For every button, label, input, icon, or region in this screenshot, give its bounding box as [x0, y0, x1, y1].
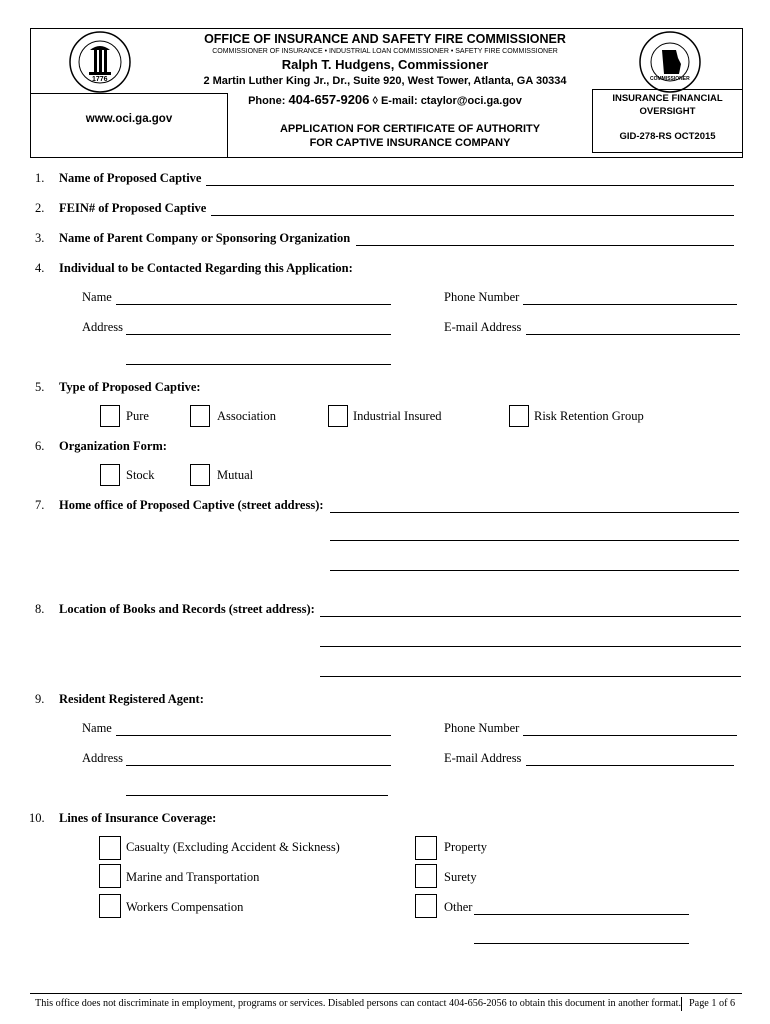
q4-address-label: Address: [82, 320, 123, 334]
q5-industrial-insured-checkbox[interactable]: [328, 405, 348, 427]
q9-name-label: Name: [82, 721, 112, 735]
q4-phone-input[interactable]: [523, 304, 737, 305]
q4-phone-label: Phone Number: [444, 290, 520, 304]
q10-number: 10.: [29, 811, 45, 825]
q10-other-input-2[interactable]: [474, 943, 689, 944]
q6-mutual-label: Mutual: [217, 468, 254, 482]
q7-label: Home office of Proposed Captive (street address):: [59, 498, 324, 512]
q6-label: Organization Form:: [59, 439, 167, 453]
q4-label: Individual to be Contacted Regarding this Application:: [59, 261, 353, 275]
q5-risk-retention-checkbox[interactable]: [509, 405, 529, 427]
seal-right-bottom: COMMISSIONER: [650, 76, 690, 82]
q10-other-checkbox[interactable]: [415, 894, 437, 918]
q6-mutual-checkbox[interactable]: [190, 464, 210, 486]
q8-label: Location of Books and Records (street address):: [59, 602, 315, 616]
q8-input-line-2[interactable]: [320, 646, 741, 647]
q10-casualty-label: Casualty (Excluding Accident & Sickness): [126, 840, 340, 854]
q9-email-input[interactable]: [526, 765, 734, 766]
footer-separator: [681, 997, 682, 1011]
seal-left-year: 1776: [92, 76, 108, 83]
office-subtitle: COMMISSIONER OF INSURANCE • INDUSTRIAL LOAN COMMISSIONER • SAFETY FIRE COMMISSIONER: [212, 48, 558, 55]
q4-address-input[interactable]: [126, 334, 391, 335]
email-text: ◊ E-mail: ctaylor@oci.ga.gov: [372, 95, 522, 107]
q10-property-label: Property: [444, 840, 488, 854]
q2-number: 2.: [35, 201, 45, 215]
q4-name-label: Name: [82, 290, 112, 304]
q9-label: Resident Registered Agent:: [59, 692, 204, 706]
q4-email-label: E-mail Address: [444, 320, 522, 334]
q9-name-input[interactable]: [116, 735, 391, 736]
q9-email-label: E-mail Address: [444, 751, 522, 765]
q5-association-checkbox[interactable]: [190, 405, 210, 427]
q8-input-line-1[interactable]: [320, 616, 741, 617]
q6-number: 6.: [35, 439, 45, 453]
q10-other-label: Other: [444, 900, 473, 914]
q8-number: 8.: [35, 602, 45, 616]
phone-label: Phone:: [248, 95, 286, 107]
website-link[interactable]: www.oci.ga.gov: [85, 113, 173, 125]
q9-address-input-2[interactable]: [126, 795, 388, 796]
q5-pure-label: Pure: [126, 409, 149, 423]
commissioner-name: Ralph T. Hudgens, Commissioner: [281, 57, 489, 72]
q9-phone-label: Phone Number: [444, 721, 520, 735]
q7-input-line-2[interactable]: [330, 540, 739, 541]
footer-notice: This office does not discriminate in employment, programs or services. Disabled persons can contact 404-656-2056 to obtain this document in another format.: [35, 998, 681, 1009]
q10-workers-comp-label: Workers Compensation: [126, 900, 244, 914]
q10-property-checkbox[interactable]: [415, 836, 437, 860]
q1-label: Name of Proposed Captive: [59, 171, 202, 185]
q3-number: 3.: [35, 231, 45, 245]
q10-marine-checkbox[interactable]: [99, 864, 121, 888]
q4-name-input[interactable]: [116, 304, 391, 305]
q2-label: FEIN# of Proposed Captive: [59, 201, 207, 215]
q9-address-input[interactable]: [126, 765, 391, 766]
office-title: OFFICE OF INSURANCE AND SAFETY FIRE COMMISSIONER: [204, 32, 566, 46]
website-box: [30, 93, 228, 158]
division-line-2: OVERSIGHT: [639, 106, 696, 117]
q1-input-line[interactable]: [206, 185, 734, 186]
q10-other-input-1[interactable]: [474, 914, 689, 915]
q10-marine-label: Marine and Transportation: [126, 870, 260, 884]
q4-number: 4.: [35, 261, 45, 275]
q10-label: Lines of Insurance Coverage:: [59, 811, 217, 825]
q6-stock-checkbox[interactable]: [100, 464, 120, 486]
page-number: Page 1 of 6: [689, 998, 736, 1009]
q5-industrial-insured-label: Industrial Insured: [353, 409, 442, 423]
q3-label: Name of Parent Company or Sponsoring Organization: [59, 231, 351, 245]
q6-stock-label: Stock: [126, 468, 155, 482]
q5-number: 5.: [35, 380, 45, 394]
division-line-1: INSURANCE FINANCIAL: [612, 93, 723, 104]
q5-label: Type of Proposed Captive:: [59, 380, 201, 394]
q10-casualty-checkbox[interactable]: [99, 836, 121, 860]
q4-email-input[interactable]: [526, 334, 740, 335]
q9-phone-input[interactable]: [523, 735, 737, 736]
q7-input-line-3[interactable]: [330, 570, 739, 571]
q10-surety-checkbox[interactable]: [415, 864, 437, 888]
q10-workers-comp-checkbox[interactable]: [99, 894, 121, 918]
q4-address-input-2[interactable]: [126, 364, 391, 365]
form-id: GID-278-RS OCT2015: [619, 131, 716, 142]
q7-input-line-1[interactable]: [330, 512, 739, 513]
q5-risk-retention-label: Risk Retention Group: [534, 409, 644, 423]
q3-input-line[interactable]: [356, 245, 734, 246]
office-address: 2 Martin Luther King Jr., Dr., Suite 920, West Tower, Atlanta, GA 30334: [203, 75, 567, 87]
q9-address-label: Address: [82, 751, 123, 765]
q7-number: 7.: [35, 498, 45, 512]
q9-number: 9.: [35, 692, 45, 706]
q5-association-label: Association: [217, 409, 277, 423]
q5-pure-checkbox[interactable]: [100, 405, 120, 427]
q10-surety-label: Surety: [444, 870, 477, 884]
q1-number: 1.: [35, 171, 45, 185]
q8-input-line-3[interactable]: [320, 676, 741, 677]
application-title-2: FOR CAPTIVE INSURANCE COMPANY: [309, 137, 511, 149]
phone-number: 404-657-9206: [288, 92, 370, 107]
application-title-1: APPLICATION FOR CERTIFICATE OF AUTHORITY: [279, 123, 541, 135]
q2-input-line[interactable]: [211, 215, 734, 216]
footer-divider: [30, 993, 742, 994]
